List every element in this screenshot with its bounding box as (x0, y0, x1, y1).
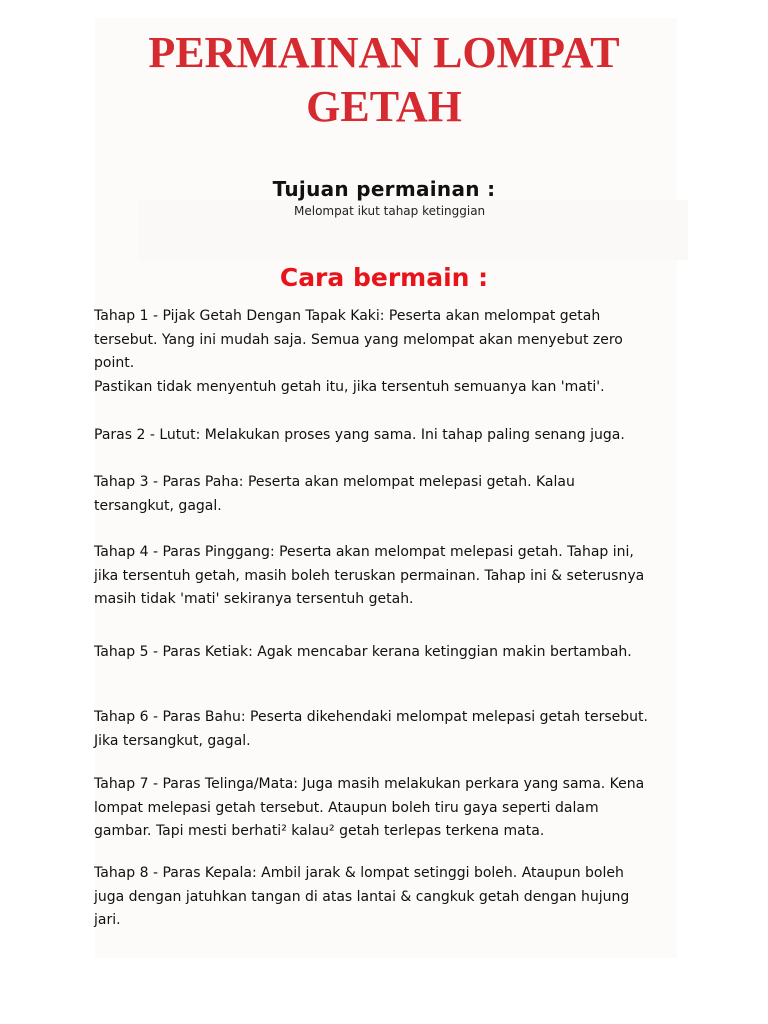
step-line: Tahap 5 - Paras Ketiak: Agak mencabar kerana ketinggian makin bertambah. (94, 644, 632, 660)
step-paragraph-3 (94, 471, 684, 518)
step-line: Tahap 8 - Paras Kepala: Ambil jarak & lompat setinggi boleh. Ataupun boleh (94, 865, 624, 881)
step-paragraph-6 (94, 706, 684, 753)
step-paragraph-5 (94, 641, 684, 665)
step-line: Tahap 6 - Paras Bahu: Peserta dikehendaki melompat melepasi getah tersebut. (94, 709, 648, 725)
step-line: masih tidak 'mati' sekiranya tersentuh getah. (94, 591, 414, 607)
step-line: Tahap 7 - Paras Telinga/Mata: Juga masih melakukan perkara yang sama. Kena (94, 776, 645, 792)
step-line: tersangkut, gagal. (94, 497, 222, 514)
step-line: Tahap 3 - Paras Paha: Peserta akan melompat melepasi getah. Kalau (94, 474, 575, 490)
step-paragraph-8 (94, 862, 684, 933)
step-line: tersebut. Yang ini mudah saja. Semua yang melompat akan menyebut zero (94, 331, 623, 348)
step-paragraph-7 (94, 773, 684, 844)
step-line: juga dengan jatuhkan tangan di atas lantai & cangkuk getah dengan hujung (94, 888, 630, 905)
tujuan-text: Melompat ikut tahap ketinggian (294, 204, 486, 218)
tujuan-heading: Tujuan permainan : (272, 177, 496, 201)
step-line: lompat melepasi getah tersebut. Ataupun boleh tiru gaya seperti dalam (94, 799, 599, 816)
page-title-line-1: PERMAINAN LOMPAT (148, 28, 620, 77)
step-line: Jika tersangkut, gagal. (94, 732, 251, 749)
step-line: point. (94, 355, 135, 371)
step-paragraph-1 (94, 305, 684, 399)
page-title-line-2: GETAH (306, 82, 462, 131)
page-title (0, 26, 768, 134)
step-line: gambar. Tapi mesti berhati² kalau² getah terlepas terkena mata. (94, 823, 545, 839)
step-line: Tahap 4 - Paras Pinggang: Peserta akan melompat melepasi getah. Tahap ini, (94, 544, 634, 560)
step-line: Pastikan tidak menyentuh getah itu, jika tersentuh semuanya kan 'mati'. (94, 378, 605, 395)
step-line: Tahap 1 - Pijak Getah Dengan Tapak Kaki: Peserta akan melompat getah (94, 308, 601, 324)
step-line: Paras 2 - Lutut: Melakukan proses yang sama. Ini tahap paling senang juga. (94, 427, 625, 443)
step-paragraph-4 (94, 541, 684, 612)
step-line: jika tersentuh getah, masih boleh teruskan permainan. Tahap ini & seterusnya (94, 567, 645, 584)
cara-heading: Cara bermain : (279, 263, 489, 292)
step-line: jari. (94, 912, 121, 928)
step-paragraph-2 (94, 424, 684, 448)
